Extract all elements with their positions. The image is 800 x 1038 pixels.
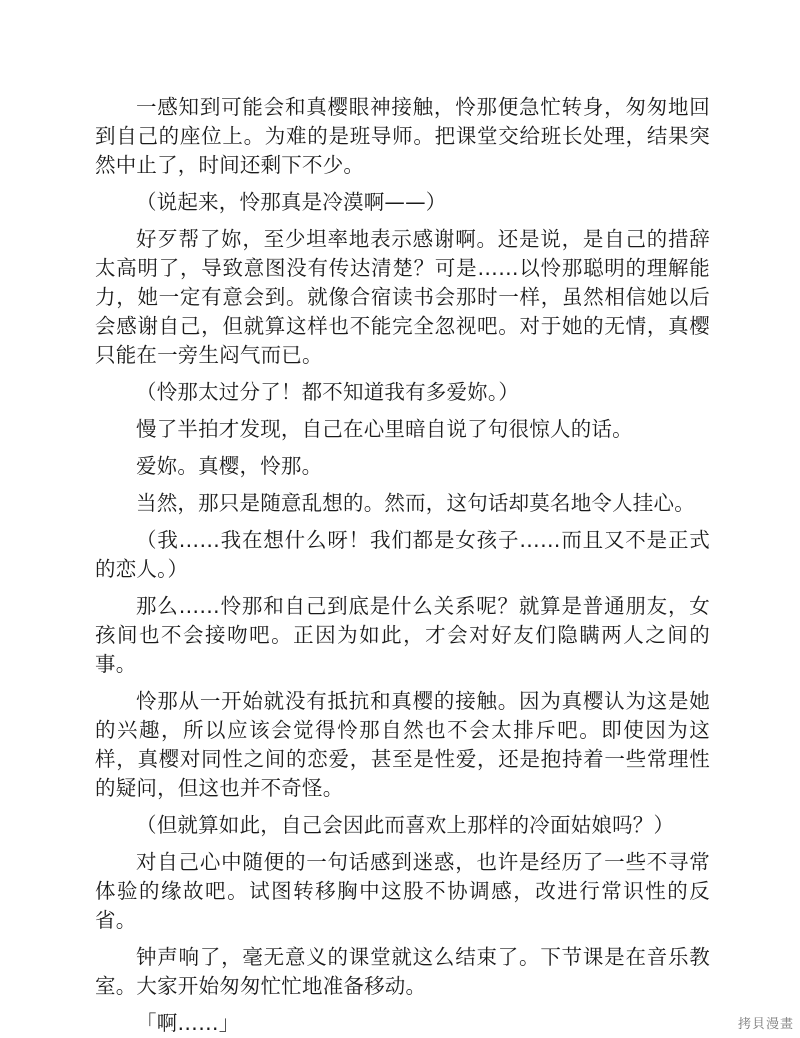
novel-page-text <box>95 93 710 1038</box>
watermark-text: 拷貝漫畫 <box>737 1017 794 1032</box>
paragraph-7: 当然，那只是随意乱想的。然而，这句话却莫名地令人挂心。 <box>136 491 695 515</box>
paragraph-14: 「啊……」 <box>136 1011 240 1035</box>
paragraph-6: 爱妳。真樱，怜那。 <box>136 454 323 478</box>
paragraph-10: 怜那从一开始就没有抵抗和真樱的接触。因为真樱认为这是她的兴趣，所以应该会觉得怜那自然也不会太排斥吧。即使因为这样，真樱对同性之间的恋爱，甚至是性爱，还是抱持着一些常理性的疑问，但这也并不奇怪。 <box>95 689 710 800</box>
paragraph-12: 对自己心中随便的一句话感到迷惑，也许是经历了一些不寻常体验的缘故吧。试图转移胸中这股不协调感，改进行常识性的反省。 <box>95 850 710 932</box>
paragraph-5: 慢了半拍才发现，自己在心里暗自说了句很惊人的话。 <box>136 417 633 441</box>
paragraph-2: （说起来，怜那真是冷漠啊——） <box>136 190 447 214</box>
paragraph-8: （我……我在想什么呀！我们都是女孩子……而且又不是正式的恋人。） <box>95 528 710 581</box>
paragraph-1: 一感知到可能会和真樱眼神接触，怜那便急忙转身，匆匆地回到自己的座位上。为难的是班导师。把课堂交给班长处理，结果突然中止了，时间还剩下不少。 <box>95 95 710 177</box>
paragraph-3: 好歹帮了妳，至少坦率地表示感谢啊。还是说，是自己的措辞太高明了，导致意图没有传达清楚？可是……以怜那聪明的理解能力，她一定有意会到。就像合宿读书会那时一样，虽然相信她以后会感谢自己，但就算这样也不能完全忽视吧。对于她的无情，真樱只能在一旁生闷气而已。 <box>95 227 710 367</box>
paragraph-11: （但就算如此，自己会因此而喜欢上那样的冷面姑娘吗？） <box>136 813 675 837</box>
paragraph-13: 钟声响了，毫无意义的课堂就这么结束了。下节课是在音乐教室。大家开始匆匆忙忙地准备移动。 <box>95 945 710 998</box>
paragraph-9: 那么……怜那和自己到底是什么关系呢？就算是普通朋友，女孩间也不会接吻吧。正因为如此，才会对好友们隐瞒两人之间的事。 <box>95 594 710 676</box>
paragraph-4: （怜那太过分了！都不知道我有多爱妳。） <box>136 380 520 404</box>
